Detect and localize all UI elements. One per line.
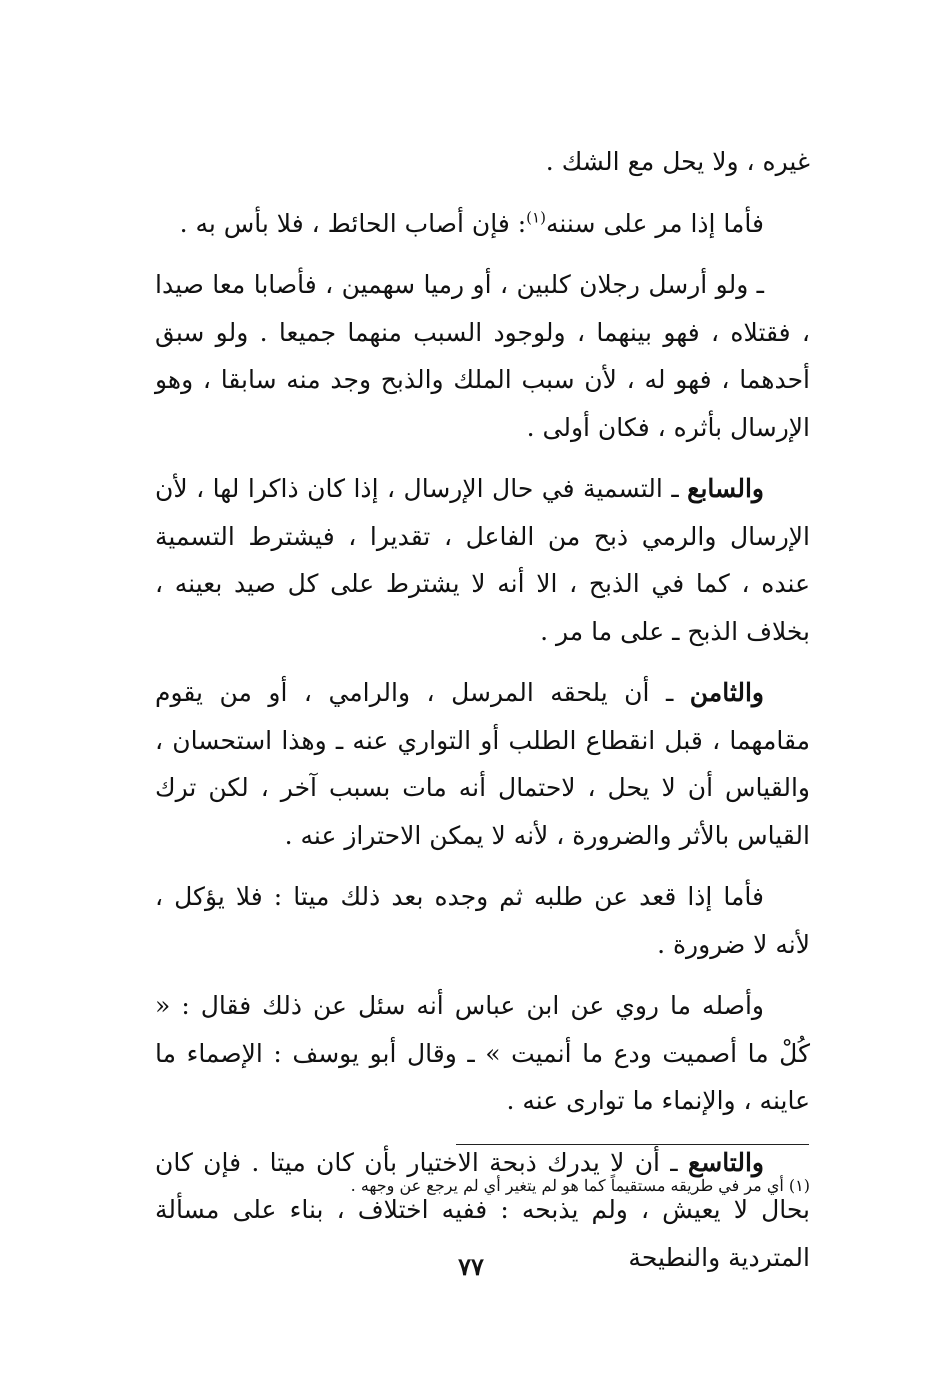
paragraph-5-heading: والثامن — [689, 678, 764, 707]
footnote-marker: (١) — [788, 1176, 810, 1195]
footnote — [300, 1174, 810, 1198]
paragraph-6 — [155, 873, 810, 968]
paragraph-4-text: ـ التسمية في حال الإرسال ، إذا كان ذاكرا لها ، لأن الإرسال والرمي ذبح من الفاعل ، تقديرا ، فيشترط التسمية عنده ، كما في الذبح ، الا أنه لا يشترط على كل صيد بعينه ، بخلاف الذبح ـ على ما مر . — [155, 474, 810, 646]
paragraph-1-text: غيره ، ولا يحل مع الشك . — [545, 147, 810, 176]
page-number: ٧٧ — [458, 1252, 484, 1281]
paragraph-2-text-before: فأما إذا مر على سننه — [545, 208, 764, 238]
paragraph-2 — [155, 200, 810, 248]
paragraph-1 — [155, 138, 810, 186]
paragraph-4 — [155, 465, 810, 655]
footnote-divider — [456, 1144, 809, 1145]
paragraph-2-text-after: : فإن أصاب الحائط ، فلا بأس به . — [179, 208, 527, 238]
paragraph-5 — [155, 669, 810, 859]
paragraph-3 — [155, 261, 810, 451]
paragraph-6-text: فأما إذا قعد عن طلبه ثم وجده بعد ذلك ميتا : فلا يؤكل ، لأنه لا ضرورة . — [155, 882, 810, 959]
paragraph-3-text: ـ ولو أرسل رجلان كلبين ، أو رميا سهمين ، فأصابا معا صيدا ، فقتلاه ، فهو بينهما ، ولوجود السبب منهما جميعا . ولو سبق أحدهما ، فهو له ، لأن سبب الملك والذبح وجد منه سابقا ، وهو الإرسال بأثره ، فكان أولى . — [155, 270, 810, 442]
paragraph-8-heading: والتاسع — [687, 1147, 764, 1177]
paragraph-7 — [155, 982, 810, 1125]
paragraph-7-text: وأصله ما روي عن ابن عباس أنه سئل عن ذلك فقال : « كُلْ ما أصميت ودع ما أنميت » ـ وقال أبو يوسف : الإصماء ما عاينه ، والإنماء ما توارى عنه . — [155, 991, 810, 1115]
main-text — [155, 138, 810, 1295]
footnote-reference[interactable]: (١) — [526, 208, 546, 227]
paragraph-8-text: ـ أن لا يدرك ذبحة الاختيار بأن كان ميتا . فإن كان بحال لا يعيش ، ولم يذبحه : ففيه اختلاف ، بناء على مسألة المتردية والنطيحة — [155, 1147, 810, 1272]
paragraph-4-heading: والسابع — [687, 474, 764, 503]
paragraph-5-text: ـ أن يلحقه المرسل ، والرامي ، أو من يقوم مقامهما ، قبل انقطاع الطلب أو التواري عنه ـ وهذا استحسان ، والقياس أن لا يحل ، لاحتمال أنه مات بسبب آخر ، لكن ترك القياس بالأثر والضرورة ، لأنه لا يمكن الاحتراز عنه . — [155, 678, 810, 850]
footnote-text: أي مر في طريقه مستقيماً كما هو لم يتغير أي لم يرجع عن وجهه . — [350, 1176, 784, 1195]
